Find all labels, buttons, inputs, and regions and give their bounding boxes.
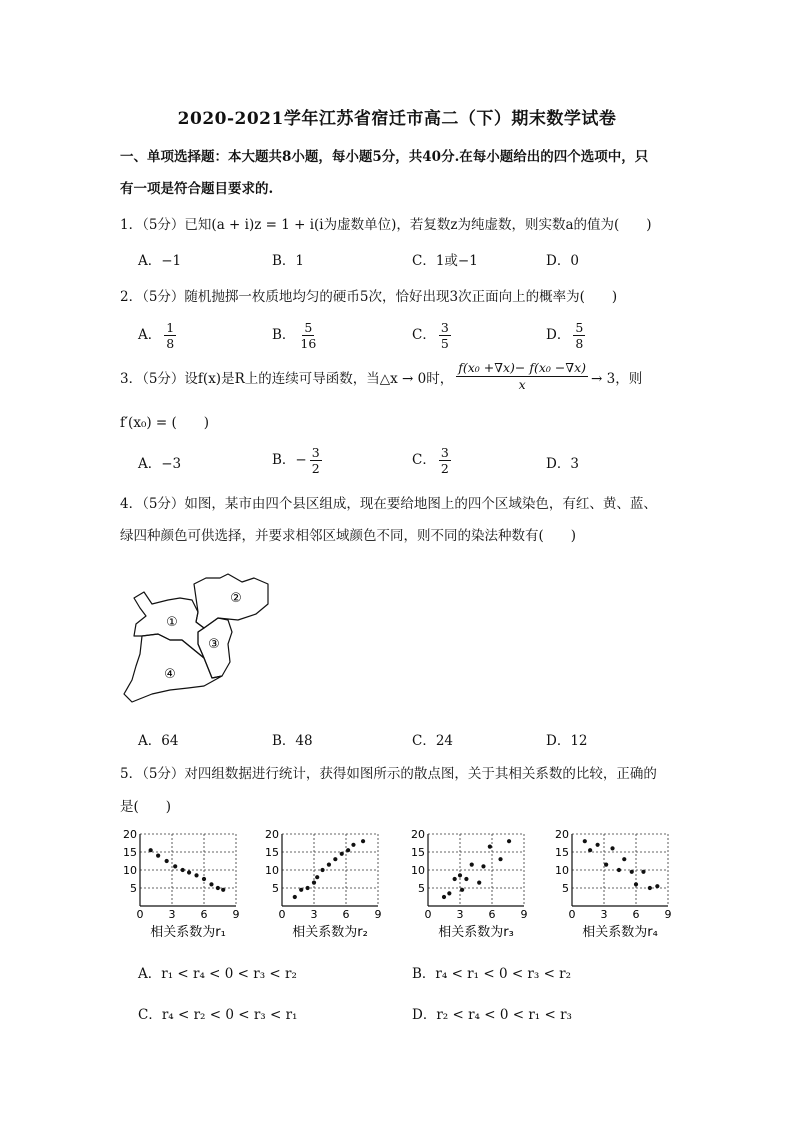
x-tick-label: 9 [520, 908, 528, 921]
x-tick-label: 3 [310, 908, 318, 921]
x-tick-label: 6 [488, 908, 496, 921]
scatter-point [464, 877, 468, 881]
scatter-point [583, 839, 587, 843]
scatter-point [346, 848, 350, 852]
scatter-point [216, 886, 220, 890]
q3-option-b-label: B．− [272, 452, 307, 468]
q2-option-b [272, 320, 318, 351]
scatter-point [648, 886, 652, 890]
plot-caption: 相关系数为r₁ [150, 925, 226, 940]
q2-option-a [138, 320, 176, 351]
scatter-point [293, 895, 297, 899]
q5-option-c: C．r₄ < r₂ < 0 < r₃ < r₁ [138, 1007, 298, 1023]
q4-option-a: A．64 [138, 733, 179, 749]
q1-option-c: C．1或−1 [412, 253, 478, 269]
fraction-numerator: 3 [440, 445, 449, 460]
fraction-denominator: 2 [440, 461, 449, 476]
scatter-point [333, 857, 337, 861]
scatter-point [588, 848, 592, 852]
x-tick-label: 0 [424, 908, 432, 921]
fraction-numerator: 5 [304, 320, 313, 335]
scatter-point [202, 877, 206, 881]
y-tick-label: 10 [411, 864, 425, 877]
scatter-point [453, 877, 457, 881]
scatter-point [488, 845, 492, 849]
q4-line1: 4．（5分）如图，某市由四个县区组成，现在要给地图上的四个区域染色，有红、黄、蓝、 [120, 496, 657, 512]
section-heading-line1: 一、单项选择题：本大题共8小题，每小题5分，共40分.在每小题给出的四个选项中，只 [120, 149, 649, 165]
q2-option-b-fraction [298, 320, 318, 351]
region-4-label: ④ [164, 667, 176, 682]
x-tick-label: 3 [600, 908, 608, 921]
scatter-point [165, 859, 169, 863]
scatter-point [622, 857, 626, 861]
y-tick-label: 15 [411, 846, 425, 859]
q3-line2: f′(x₀) = ( ) [120, 415, 210, 431]
q3-limit-fraction [456, 360, 588, 393]
q3-option-c [412, 445, 451, 476]
q1-option-d: D．0 [546, 253, 579, 269]
q3-option-c-label: C． [412, 452, 436, 468]
scatter-point [149, 848, 153, 852]
scatter-point [187, 870, 191, 874]
y-tick-label: 10 [123, 864, 137, 877]
q1-option-a: A．−1 [138, 253, 182, 269]
scatter-point [498, 857, 502, 861]
fraction-numerator: 3 [311, 445, 320, 460]
y-tick-label: 15 [265, 846, 279, 859]
q3-option-a: A．−3 [138, 456, 182, 472]
fraction-denominator: 5 [440, 336, 449, 351]
q2-option-c [412, 320, 451, 351]
scatter-point [306, 886, 310, 890]
scatter-point [617, 868, 621, 872]
q5-line2: 是( ) [120, 799, 172, 815]
scatter-point [156, 854, 160, 858]
plot-caption: 相关系数为r₃ [438, 925, 514, 940]
scatter-point [351, 843, 355, 847]
scatter-point [221, 888, 225, 892]
scatter-point [299, 888, 303, 892]
q5-option-b: B．r₄ < r₁ < 0 < r₃ < r₂ [412, 966, 572, 982]
q3-option-c-fraction [439, 445, 451, 476]
scatter-point [641, 870, 645, 874]
region-3-label: ③ [208, 637, 220, 652]
scatter-plot-r3 [411, 828, 528, 940]
scatter-point [458, 873, 462, 877]
scatter-point [442, 895, 446, 899]
q3-option-d: D．3 [546, 456, 579, 472]
x-tick-label: 3 [168, 908, 176, 921]
x-tick-label: 9 [374, 908, 382, 921]
scatter-point [327, 863, 331, 867]
scatter-point [447, 891, 451, 895]
q2-option-a-fraction [164, 320, 176, 351]
y-tick-label: 5 [562, 882, 569, 895]
scatter-point [655, 884, 659, 888]
x-tick-label: 3 [456, 908, 464, 921]
scatter-point [507, 839, 511, 843]
fraction-numerator: 3 [440, 320, 449, 335]
q2-option-b-label: B． [272, 327, 296, 343]
county-map [118, 570, 278, 710]
x-tick-label: 6 [342, 908, 350, 921]
y-tick-label: 15 [123, 846, 137, 859]
q3-stem [120, 360, 642, 393]
scatter-point [460, 888, 464, 892]
x-tick-label: 9 [664, 908, 672, 921]
scatter-point [181, 868, 185, 872]
q2-option-c-label: C． [412, 327, 436, 343]
x-tick-label: 6 [200, 908, 208, 921]
q3-option-b [272, 445, 322, 476]
x-tick-label: 0 [136, 908, 144, 921]
scatter-point [470, 863, 474, 867]
fraction-denominator: 16 [300, 336, 317, 351]
q4-option-b: B．48 [272, 733, 313, 749]
x-tick-label: 0 [568, 908, 576, 921]
q2-stem: 2．（5分）随机抛掷一枚质地均匀的硬币5次，恰好出现3次正面向上的概率为( ) [120, 289, 618, 305]
y-tick-label: 15 [555, 846, 569, 859]
scatter-point [361, 839, 365, 843]
y-tick-label: 5 [130, 882, 137, 895]
x-tick-label: 6 [632, 908, 640, 921]
region-1-label: ① [166, 615, 178, 630]
q5-option-d: D．r₂ < r₄ < 0 < r₁ < r₃ [412, 1007, 572, 1023]
y-tick-label: 5 [418, 882, 425, 895]
q2-option-d-label: D． [546, 327, 571, 343]
plot-caption: 相关系数为r₂ [292, 925, 368, 940]
q5-option-a: A．r₁ < r₄ < 0 < r₃ < r₂ [138, 966, 297, 982]
y-tick-label: 20 [265, 828, 279, 841]
q2-option-d [546, 320, 585, 351]
scatter-point [173, 864, 177, 868]
fraction-denominator: x [518, 377, 526, 392]
scatter-point [209, 882, 213, 886]
scatter-point [481, 864, 485, 868]
scatter-point [604, 863, 608, 867]
fraction-numerator: 5 [575, 320, 584, 335]
fraction-denominator: 8 [166, 336, 175, 351]
scatter-point [315, 875, 319, 879]
q3-stem-part2: → 3，则 [591, 370, 643, 387]
scatter-plot-r4 [555, 828, 672, 940]
scatter-point [340, 852, 344, 856]
scatter-point [312, 881, 316, 885]
q1-option-b: B．1 [272, 253, 305, 269]
section-heading-line2: 有一项是符合题目要求的. [120, 181, 274, 197]
scatter-point [596, 843, 600, 847]
q4-option-d: D．12 [546, 733, 588, 749]
x-tick-label: 0 [278, 908, 286, 921]
q2-option-a-label: A． [138, 327, 162, 343]
fraction-denominator: 8 [575, 336, 584, 351]
q1-stem: 1．（5分）已知(a + i)z = 1 + i(i为虚数单位)，若复数z为纯虚数，则实数a的值为( ) [120, 217, 652, 233]
q4-option-c: C．24 [412, 733, 454, 749]
region-2-label: ② [230, 591, 242, 606]
q2-option-d-fraction [573, 320, 585, 351]
q2-option-c-fraction [439, 320, 451, 351]
page-title: 2020-2021学年江苏省宿迁市高二（下）期末数学试卷 [177, 109, 617, 129]
fraction-denominator: 2 [311, 461, 320, 476]
scatter-plot-r1 [123, 828, 240, 940]
plot-caption: 相关系数为r₄ [582, 925, 658, 940]
fraction-numerator: 1 [166, 320, 175, 335]
y-tick-label: 20 [123, 828, 137, 841]
scatter-plots [110, 826, 690, 946]
y-tick-label: 5 [272, 882, 279, 895]
y-tick-label: 10 [265, 864, 279, 877]
scatter-point [634, 882, 638, 886]
y-tick-label: 20 [411, 828, 425, 841]
scatter-point [477, 881, 481, 885]
q3-option-b-fraction [310, 445, 322, 476]
x-tick-label: 9 [232, 908, 240, 921]
scatter-point [194, 873, 198, 877]
scatter-point [610, 846, 614, 850]
scatter-point [630, 870, 634, 874]
scatter-plot-r2 [265, 828, 382, 940]
y-tick-label: 20 [555, 828, 569, 841]
q4-line2: 绿四种颜色可供选择，并要求相邻区域颜色不同，则不同的染法种数有( ) [120, 528, 577, 544]
q5-line1: 5．（5分）对四组数据进行统计，获得如图所示的散点图，关于其相关系数的比较，正确的 [120, 766, 657, 782]
q3-stem-part1: 3．（5分）设f(x)是R上的连续可导函数，当△x → 0时， [120, 370, 454, 387]
scatter-point [320, 868, 324, 872]
y-tick-label: 10 [555, 864, 569, 877]
fraction-numerator: f(x₀ +∇x)− f(x₀ −∇x) [458, 360, 586, 375]
